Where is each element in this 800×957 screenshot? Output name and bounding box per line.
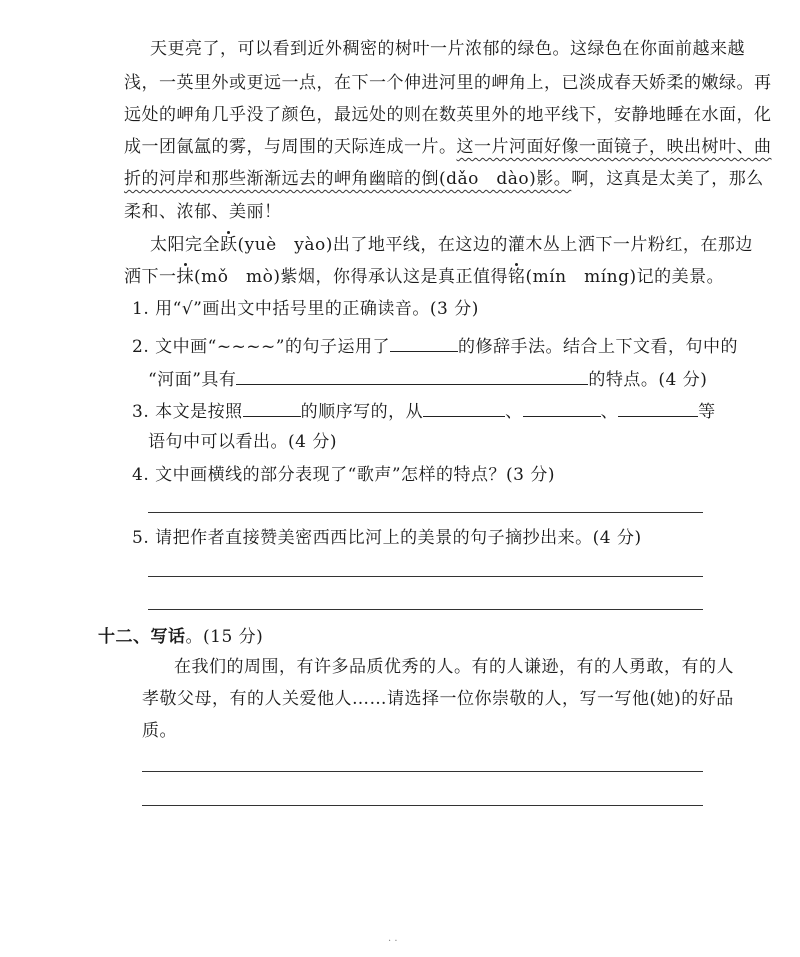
answer-blank[interactable] (523, 398, 601, 417)
answer-blank[interactable] (236, 366, 588, 385)
passage-text: 太阳完全 (150, 235, 220, 255)
question-3-cont: 语句中可以看出。(4 分) (148, 432, 337, 452)
passage-line-2: 浅，一英里外或更远一点，在下一个伸进河里的岬角上，已淡成春天娇柔的嫩绿。再 (124, 73, 772, 93)
question-text: 等 (698, 402, 716, 422)
question-text: 3. 本文是按照 (132, 402, 243, 422)
question-text: “河面”具有 (148, 370, 237, 390)
dotted-character: 跃 (220, 235, 238, 255)
question-1: 1. 用“√”画出文中括号里的正确读音。(3 分) (132, 299, 479, 319)
passage-text: 啊，这真是太美了，那么 (571, 169, 764, 189)
answer-blank[interactable] (390, 333, 458, 352)
section-12-prompt-2: 孝敬父母，有的人关爱他人……请选择一位你崇敬的人，写一写他(她)的好品 (142, 689, 734, 709)
passage-text: (mǒ mò)紫烟，你得承认这是真正值得 (194, 267, 508, 287)
answer-line-q4[interactable] (148, 512, 703, 513)
passage-text: 洒下一 (124, 267, 177, 287)
question-2-cont (148, 366, 707, 391)
question-5: 5. 请把作者直接赞美密西西比河上的美景的句子摘抄出来。(4 分) (132, 528, 642, 548)
writing-line-2[interactable] (142, 805, 703, 806)
answer-blank[interactable] (423, 398, 505, 417)
question-text: 、 (600, 402, 619, 422)
question-text: 2. 文中画“~~~~”的句子运用了 (132, 337, 390, 357)
answer-blank[interactable] (618, 398, 698, 417)
question-text: 的修辞手法。结合上下文看，句中的 (457, 337, 738, 357)
answer-blank[interactable] (243, 398, 301, 417)
passage-text: (mín míng)记的美景。 (525, 267, 725, 287)
dotted-character: 铭 (507, 267, 526, 287)
question-text: 、 (505, 402, 523, 422)
section-points: 。(15 分) (185, 627, 264, 647)
question-4: 4. 文中画横线的部分表现了“歌声”怎样的特点？(3 分) (132, 465, 555, 485)
wavy-underlined-sentence-cont: 折的河岸和那些渐渐远去的岬角幽暗的倒(dǎo dào)影。 (124, 169, 572, 189)
passage-line-1: 天更亮了，可以看到近外稠密的树叶一片浓郁的绿色。这绿色在你面前越来越 (150, 39, 745, 59)
answer-line-q5-1[interactable] (148, 576, 703, 577)
passage-line-3: 远处的岬角几乎没了颜色，最远处的则在数英里外的地平线下，安静地睡在水面，化 (124, 105, 772, 125)
passage-line-8 (124, 266, 724, 288)
passage-line-6: 柔和、浓郁、美丽！ (124, 202, 282, 222)
question-text: 的顺序写的，从 (300, 402, 424, 422)
passage-line-5 (124, 168, 764, 190)
wavy-underlined-sentence: 这一片河面好像一面镜子，映出树叶、曲 (456, 137, 772, 157)
section-12-heading (98, 626, 263, 648)
section-title: 十二、写话 (98, 627, 186, 647)
writing-line-1[interactable] (142, 771, 703, 772)
answer-line-q5-2[interactable] (148, 609, 703, 610)
question-text: 的特点。(4 分) (588, 370, 708, 390)
passage-line-4 (124, 136, 772, 158)
section-12-prompt-3: 质。 (142, 721, 177, 741)
dotted-character: 抹 (176, 267, 194, 287)
passage-text: 成一团氤氲的雾，与周围的天际连成一片。 (124, 137, 457, 157)
passage-text: (yuè yào)出了地平线，在这边的灌木丛上洒下一片粉红，在那边 (237, 235, 753, 255)
question-2 (132, 333, 738, 358)
passage-line-7 (150, 234, 753, 256)
section-12-prompt-1: 在我们的周围，有许多品质优秀的人。有的人谦逊，有的人勇敢，有的人 (174, 657, 734, 677)
question-3 (132, 398, 716, 423)
page-number: · · (388, 936, 398, 947)
